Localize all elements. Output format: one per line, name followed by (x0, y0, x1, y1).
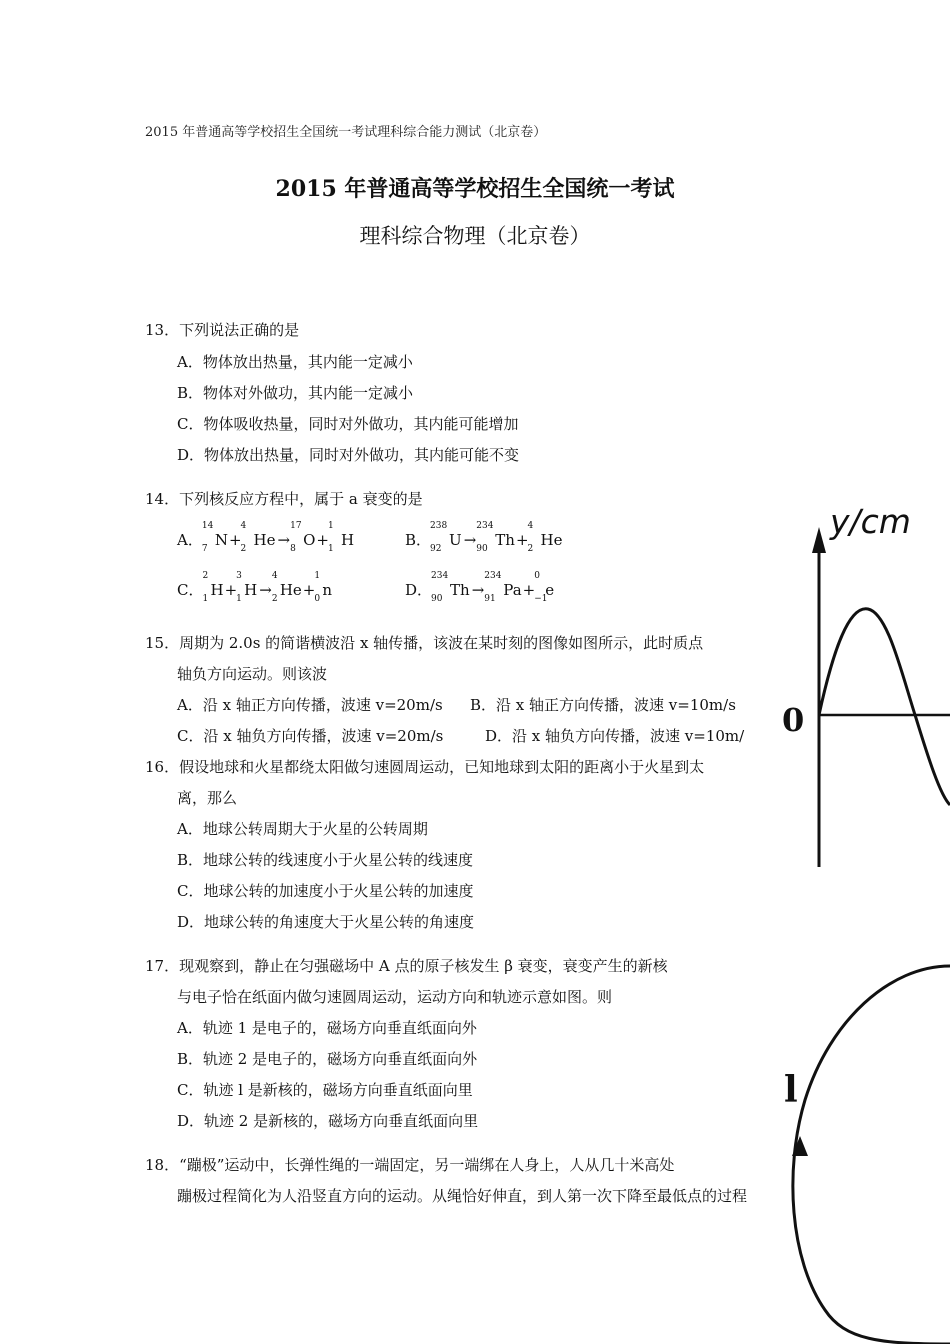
q14-option-c: C． 2 1 H+ 3 1 H → 4 2 He+ 1 0 n (177, 571, 333, 604)
nuclide: 4 2 He (527, 521, 563, 554)
q16-stem: 16．假设地球和火星都绕太阳做匀速圆周运动，已知地球到太阳的距离小于火星到太 (145, 758, 705, 776)
q13-option-c: C．物体吸收热量，同时对外做功，其内能可能增加 (177, 415, 519, 433)
track-circle (793, 966, 950, 1344)
option-label: B． (405, 531, 432, 549)
q15-option-c: C．沿 x 轴负方向传播，波速 v=20m/s (177, 727, 444, 745)
track-label: l (784, 1069, 798, 1111)
option-label: A． (177, 531, 203, 549)
q15-stem-continued: 轴负方向运动。则该波 (177, 665, 328, 683)
q16-option-c: C．地球公转的加速度小于火星公转的加速度 (177, 882, 474, 900)
nuclide: 3 1 H (236, 571, 258, 604)
nuclide: 14 7 N (201, 521, 228, 554)
nuclide: 2 1 H (202, 571, 224, 604)
nuclide: 1 0 n (314, 571, 333, 604)
q15-option-b: B．沿 x 轴正方向传播，波速 v=10m/s (470, 696, 736, 714)
q17-option-d: D．轨迹 2 是新核的，磁场方向垂直纸面向里 (177, 1112, 479, 1130)
page-subtitle: 理科综合物理（北京卷） (359, 224, 591, 248)
q15-option-a: A．沿 x 轴正方向传播，波速 v=20m/s (177, 696, 443, 714)
nuclide: 234 90 Th (431, 571, 470, 604)
y-axis-arrow-icon (812, 527, 826, 553)
option-label: C． (177, 581, 204, 599)
q13-option-d: D．物体放出热量，同时对外做功，其内能可能不变 (177, 446, 520, 464)
q17-option-c: C．轨迹 l 是新核的，磁场方向垂直纸面向里 (177, 1081, 473, 1099)
q18-stem: 18．“蹦极”运动中，长弹性绳的一端固定，另一端绑在人身上，人从几十米高处 (145, 1156, 675, 1174)
nuclide: 238 92 U (430, 521, 462, 554)
page-title: 2015 年普通高等学校招生全国统一考试 (275, 176, 675, 202)
q13-option-a: A．物体放出热量，其内能一定减小 (177, 353, 413, 371)
q17-stem-continued: 与电子恰在纸面内做匀速圆周运动，运动方向和轨迹示意如图。则 (177, 988, 613, 1006)
nuclide: 0 −1 e (534, 571, 555, 604)
nuclide: 234 90 Th (476, 521, 515, 554)
origin-label: 0 (782, 701, 805, 739)
q17-option-b: B．轨迹 2 是电子的，磁场方向垂直纸面向外 (177, 1050, 478, 1068)
q15-option-d: D．沿 x 轴负方向传播，波速 v=10m/ (485, 727, 745, 745)
track-figure (770, 960, 950, 1344)
q13-option-b: B．物体对外做功，其内能一定减小 (177, 384, 414, 402)
q18-stem-continued: 蹦极过程简化为人沿竖直方向的运动。从绳恰好伸直，到人第一次下降至最低点的过程 (177, 1187, 748, 1205)
option-label: D． (405, 581, 433, 599)
q14-stem: 14．下列核反应方程中，属于 a 衰变的是 (145, 490, 423, 508)
q15-stem: 15．周期为 2.0s 的简谐横波沿 x 轴传播，该波在某时刻的图像如图所示，此时质点 (145, 634, 704, 652)
nuclide: 4 2 He (271, 571, 302, 604)
wave-curve (819, 609, 950, 805)
q14-option-a: A． 14 7 N+ 4 2 He → 17 8 O+ 1 1 H (177, 521, 355, 554)
nuclide: 4 2 He (240, 521, 276, 554)
q17-stem: 17．现观察到，静止在匀强磁场中 A 点的原子核发生 β 衰变，衰变产生的新核 (145, 957, 668, 975)
q17-option-a: A．轨迹 1 是电子的，磁场方向垂直纸面向外 (177, 1019, 477, 1037)
q16-stem-continued: 离，那么 (177, 789, 238, 807)
nuclide: 17 8 O (290, 521, 316, 554)
q14-option-b: B． 238 92 U → 234 90 Th+ 4 2 He (405, 521, 563, 554)
nuclide: 1 1 H (327, 521, 355, 554)
wave-figure (770, 495, 950, 870)
q14-option-d: D． 234 90 Th → 234 91 Pa+ 0 −1 e (405, 571, 555, 604)
nuclide: 234 91 Pa (484, 571, 522, 604)
q16-option-b: B．地球公转的线速度小于火星公转的线速度 (177, 851, 474, 869)
page-header: 2015 年普通高等学校招生全国统一考试理科综合能力测试（北京卷） (145, 125, 547, 140)
q16-option-a: A．地球公转周期大于火星的公转周期 (177, 820, 428, 838)
y-axis-label: y/cm (830, 502, 911, 541)
q16-option-d: D．地球公转的角速度大于火星公转的角速度 (177, 913, 475, 931)
q13-stem: 13．下列说法正确的是 (145, 321, 300, 339)
